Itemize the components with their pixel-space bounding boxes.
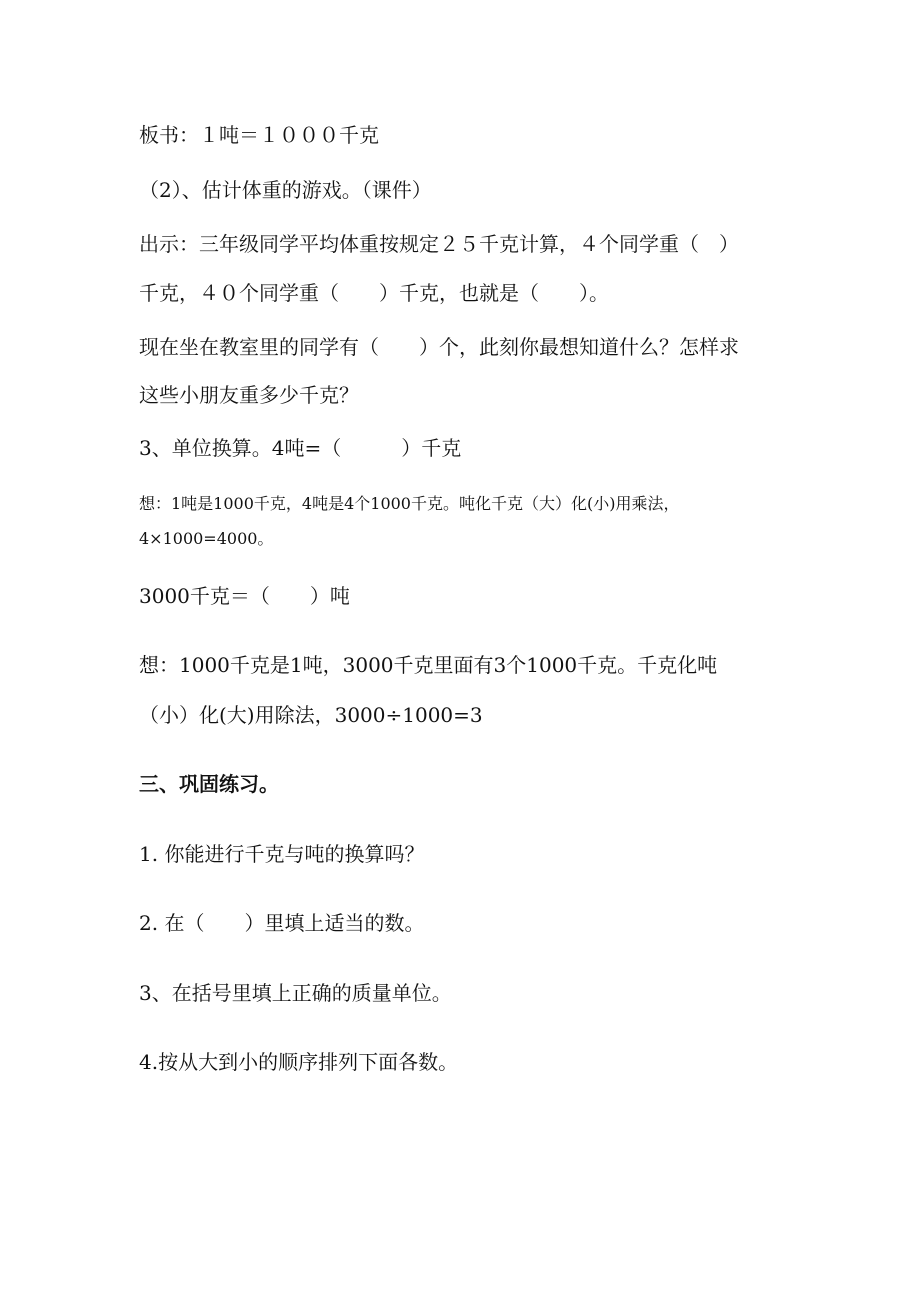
think-note-1-line-1: 想：1吨是1000千克，4吨是4个1000千克。吨化千克（大）化(小)用乘法， <box>139 494 680 513</box>
problem-line-2: 千克，４０个同学重（ ）千克，也就是（ ）。 <box>139 281 609 305</box>
practice-section-heading: 三、巩固练习。 <box>139 772 279 796</box>
think-note-1-line-2: 4×1000=4000。 <box>139 529 274 548</box>
game-heading: （2）、估计体重的游戏。（课件） <box>139 178 432 202</box>
unit-conversion-heading: 3、单位换算。4吨=（ ）千克 <box>139 436 462 460</box>
think-note-2-line-2: （小）化(大)用除法，3000÷1000=3 <box>139 703 483 727</box>
practice-item-3: 3、在括号里填上正确的质量单位。 <box>139 981 452 1005</box>
problem-line-1: 出示：三年级同学平均体重按规定２５千克计算，４个同学重（ ） <box>139 232 739 256</box>
question-line-2: 这些小朋友重多少千克？ <box>139 383 359 407</box>
think-note-2-line-1: 想：1000千克是1吨，3000千克里面有3个1000千克。千克化吨 <box>139 653 718 677</box>
practice-item-2: 2. 在（ ）里填上适当的数。 <box>139 911 425 935</box>
question-line-1: 现在坐在教室里的同学有（ ）个，此刻你最想知道什么？怎样求 <box>139 335 739 359</box>
blackboard-note: 板书：１吨＝１０００千克 <box>139 123 379 147</box>
practice-item-4: 4.按从大到小的顺序排列下面各数。 <box>139 1050 459 1074</box>
conversion-question-2: 3000千克＝（ ）吨 <box>139 584 350 608</box>
practice-item-1: 1. 你能进行千克与吨的换算吗？ <box>139 842 425 866</box>
